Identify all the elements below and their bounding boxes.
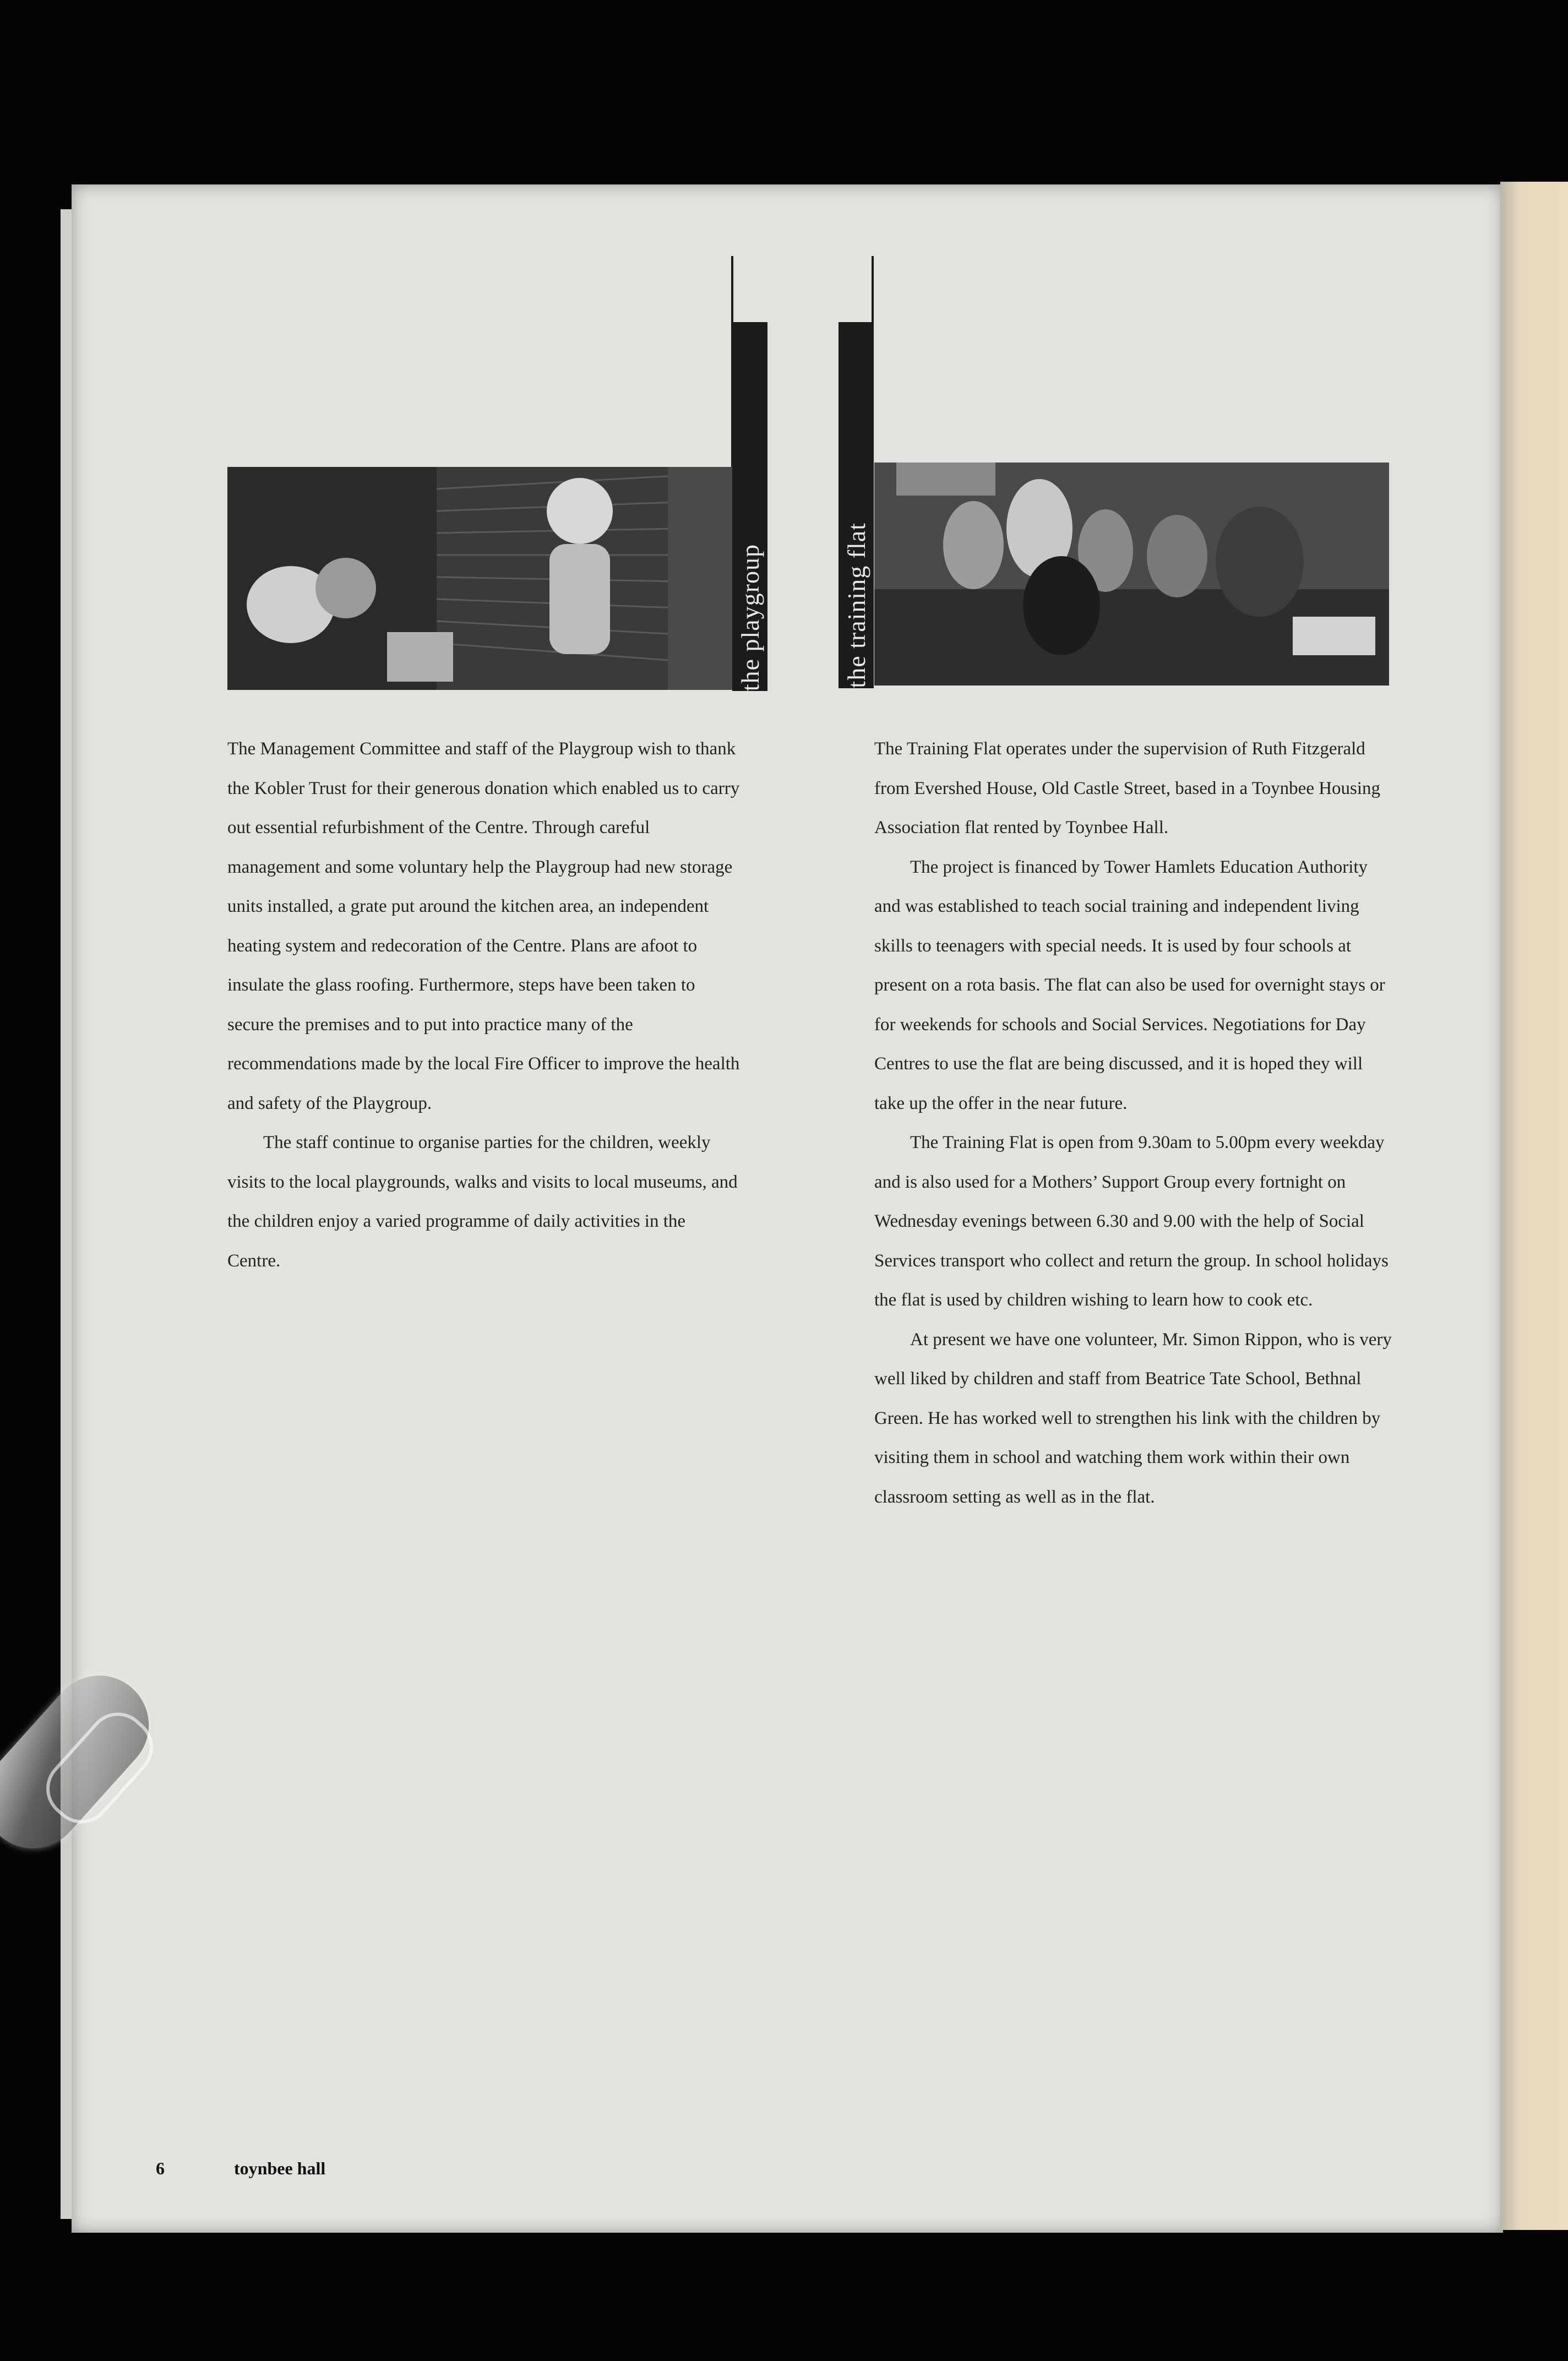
training-flat-guide-line: [872, 256, 874, 328]
training-flat-paragraph-1: The Training Flat operates under the supervision of Ruth Fitzgerald from Evershed House, Old Castle Street, based in a Toynbee Housing Association flat rented by Toynbee Hall.: [874, 739, 1381, 837]
training-flat-title-bar: [839, 322, 874, 688]
playgroup-paragraph-1: The Management Committee and staff of the Playgroup wish to thank the Kobler Trust for their generous donation which enabled us to carry out essential refurbishment of the Centre. Through careful management and some voluntary help the Playgroup had new storage units installed, a grate put around the kitchen area, an independent heating system and redecoration of the Centre. Plans are afoot to insulate the glass roofing. Furthermore, steps have been taken to secure the premises and to put into practice many of the recommendations made by the local Fire Officer to improve the health and safety of the Playgroup.: [227, 739, 740, 1113]
training-flat-paragraph-2: The project is financed by Tower Hamlets Education Authority and was established to teach social training and independent living skills to teenagers with special needs. It is used by four schools at present on a rota basis. The flat can also be used for overnight stays or for weekends for schools and Social Services. Negotiations for Day Centres to use the flat are being discussed, and it is hoped they will take up the offer in the near future.: [874, 857, 1385, 1113]
training-flat-title: the training flat: [842, 523, 870, 688]
right-page-edge: [1500, 182, 1568, 2230]
playgroup-title-bar: [732, 322, 767, 691]
training-flat-photo: [874, 463, 1389, 686]
playgroup-text-column: [227, 730, 742, 1281]
training-flat-paragraph-4: At present we have one volunteer, Mr. Simon Rippon, who is very well liked by children and staff from Beatrice Tate School, Bethnal Green. He has worked well to strengthen his link with the children by visiting them in school and watching them work within their own classroom setting as well as in the flat.: [874, 1329, 1392, 1507]
playgroup-paragraph-2: The staff continue to organise parties for the children, weekly visits to the local playgrounds, walks and visits to local museums, and the children enjoy a varied programme of daily activities in the Centre.: [227, 1133, 738, 1271]
playgroup-title: the playgroup: [736, 543, 764, 691]
training-flat-text-column: [874, 730, 1397, 1517]
playgroup-photo: [227, 467, 737, 690]
training-flat-paragraph-3: The Training Flat is open from 9.30am to 5.00pm every weekday and is also used for a Mothers’ Support Group every fortnight on Wednesday evenings between 6.30 and 9.00 with the help of Social Services transport who collect and return the group. In school holidays the flat is used by children wishing to learn how to cook etc.: [874, 1133, 1389, 1310]
page-number: 6: [156, 2158, 165, 2178]
publication-name: toynbee hall: [234, 2158, 326, 2178]
